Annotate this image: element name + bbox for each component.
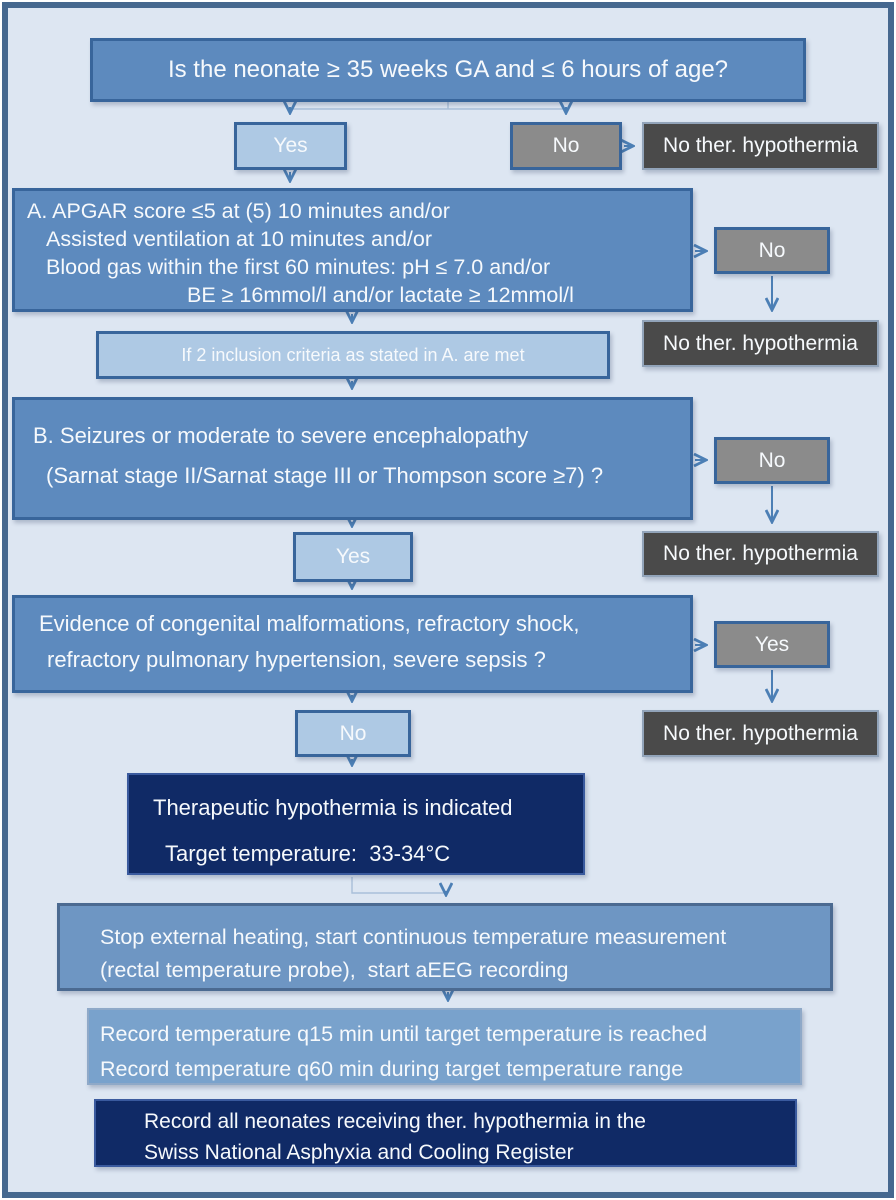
- node-no-therapy-3: [642, 531, 879, 577]
- node-stop-heating: [57, 903, 833, 991]
- node-no-1: [510, 122, 622, 170]
- text-line: Therapeutic hypothermia is indicated: [153, 795, 513, 820]
- node-no-4-label: No: [339, 721, 367, 745]
- text-line: Swiss National Asphyxia and Cooling Register: [144, 1141, 574, 1164]
- node-question-age: [90, 38, 806, 102]
- node-yes-1-label: Yes: [273, 134, 308, 157]
- node-no-3-label: No: [758, 448, 786, 472]
- text-line: Record temperature q15 min until target temperature is reached: [100, 1022, 708, 1046]
- node-yes-2-label: Yes: [335, 545, 371, 568]
- node-no-therapy-1: [642, 122, 879, 170]
- node-hypothermia-indicated: [127, 773, 585, 875]
- node-no-therapy-2-label: No ther. hypothermia: [663, 331, 858, 355]
- text-line: Evidence of congenital malformations, refractory shock,: [39, 611, 580, 636]
- text-line: (rectal temperature probe), start aEEG recording: [100, 958, 569, 982]
- node-no-therapy-1-label: No ther. hypothermia: [663, 134, 858, 157]
- node-yes-2: [293, 532, 413, 582]
- text-line: Record temperature q60 min during target temperature range: [100, 1057, 684, 1081]
- node-yes-1: [234, 122, 347, 170]
- node-no-therapy-2: [642, 320, 879, 367]
- text-line: Blood gas within the first 60 minutes: pH ≤ 7.0 and/or: [46, 255, 551, 279]
- node-record-temperature: [87, 1008, 802, 1085]
- text-line: B. Seizures or moderate to severe encephalopathy: [33, 423, 529, 448]
- text-line: Assisted ventilation at 10 minutes and/or: [46, 227, 433, 251]
- text-line: Stop external heating, start continuous temperature measurement: [100, 925, 727, 949]
- node-cooling-register: [94, 1099, 797, 1167]
- node-inclusion-criteria: [96, 331, 610, 379]
- node-yes-3: [714, 621, 830, 668]
- node-no-3: [714, 437, 830, 484]
- node-no-therapy-4: [642, 710, 879, 757]
- text-line: BE ≥ 16mmol/l and/or lactate ≥ 12mmol/l: [187, 283, 574, 307]
- node-no-therapy-3-label: No ther. hypothermia: [663, 542, 858, 565]
- node-no-therapy-4-label: No ther. hypothermia: [663, 721, 858, 745]
- node-question-age-text: Is the neonate ≥ 35 weeks GA and ≤ 6 hours of age?: [167, 56, 729, 83]
- text-line: refractory pulmonary hypertension, severe sepsis ?: [47, 647, 546, 672]
- text-line: (Sarnat stage II/Sarnat stage III or Thompson score ≥7) ?: [46, 463, 604, 488]
- node-no-2-label: No: [758, 238, 786, 262]
- text-line: Record all neonates receiving ther. hypothermia in the: [144, 1110, 646, 1133]
- node-contraindications: [12, 595, 693, 693]
- node-yes-3-label: Yes: [754, 632, 790, 656]
- node-no-1-label: No: [552, 134, 580, 157]
- text-line: Target temperature: 33-34°C: [165, 841, 451, 866]
- node-inclusion-criteria-text: If 2 inclusion criteria as stated in A. are met: [181, 344, 525, 365]
- node-no-4: [295, 710, 411, 757]
- node-criteria-a: [12, 188, 693, 312]
- node-criteria-b: [12, 397, 693, 520]
- node-no-2: [714, 227, 830, 274]
- text-line: A. APGAR score ≤5 at (5) 10 minutes and/or: [27, 199, 450, 223]
